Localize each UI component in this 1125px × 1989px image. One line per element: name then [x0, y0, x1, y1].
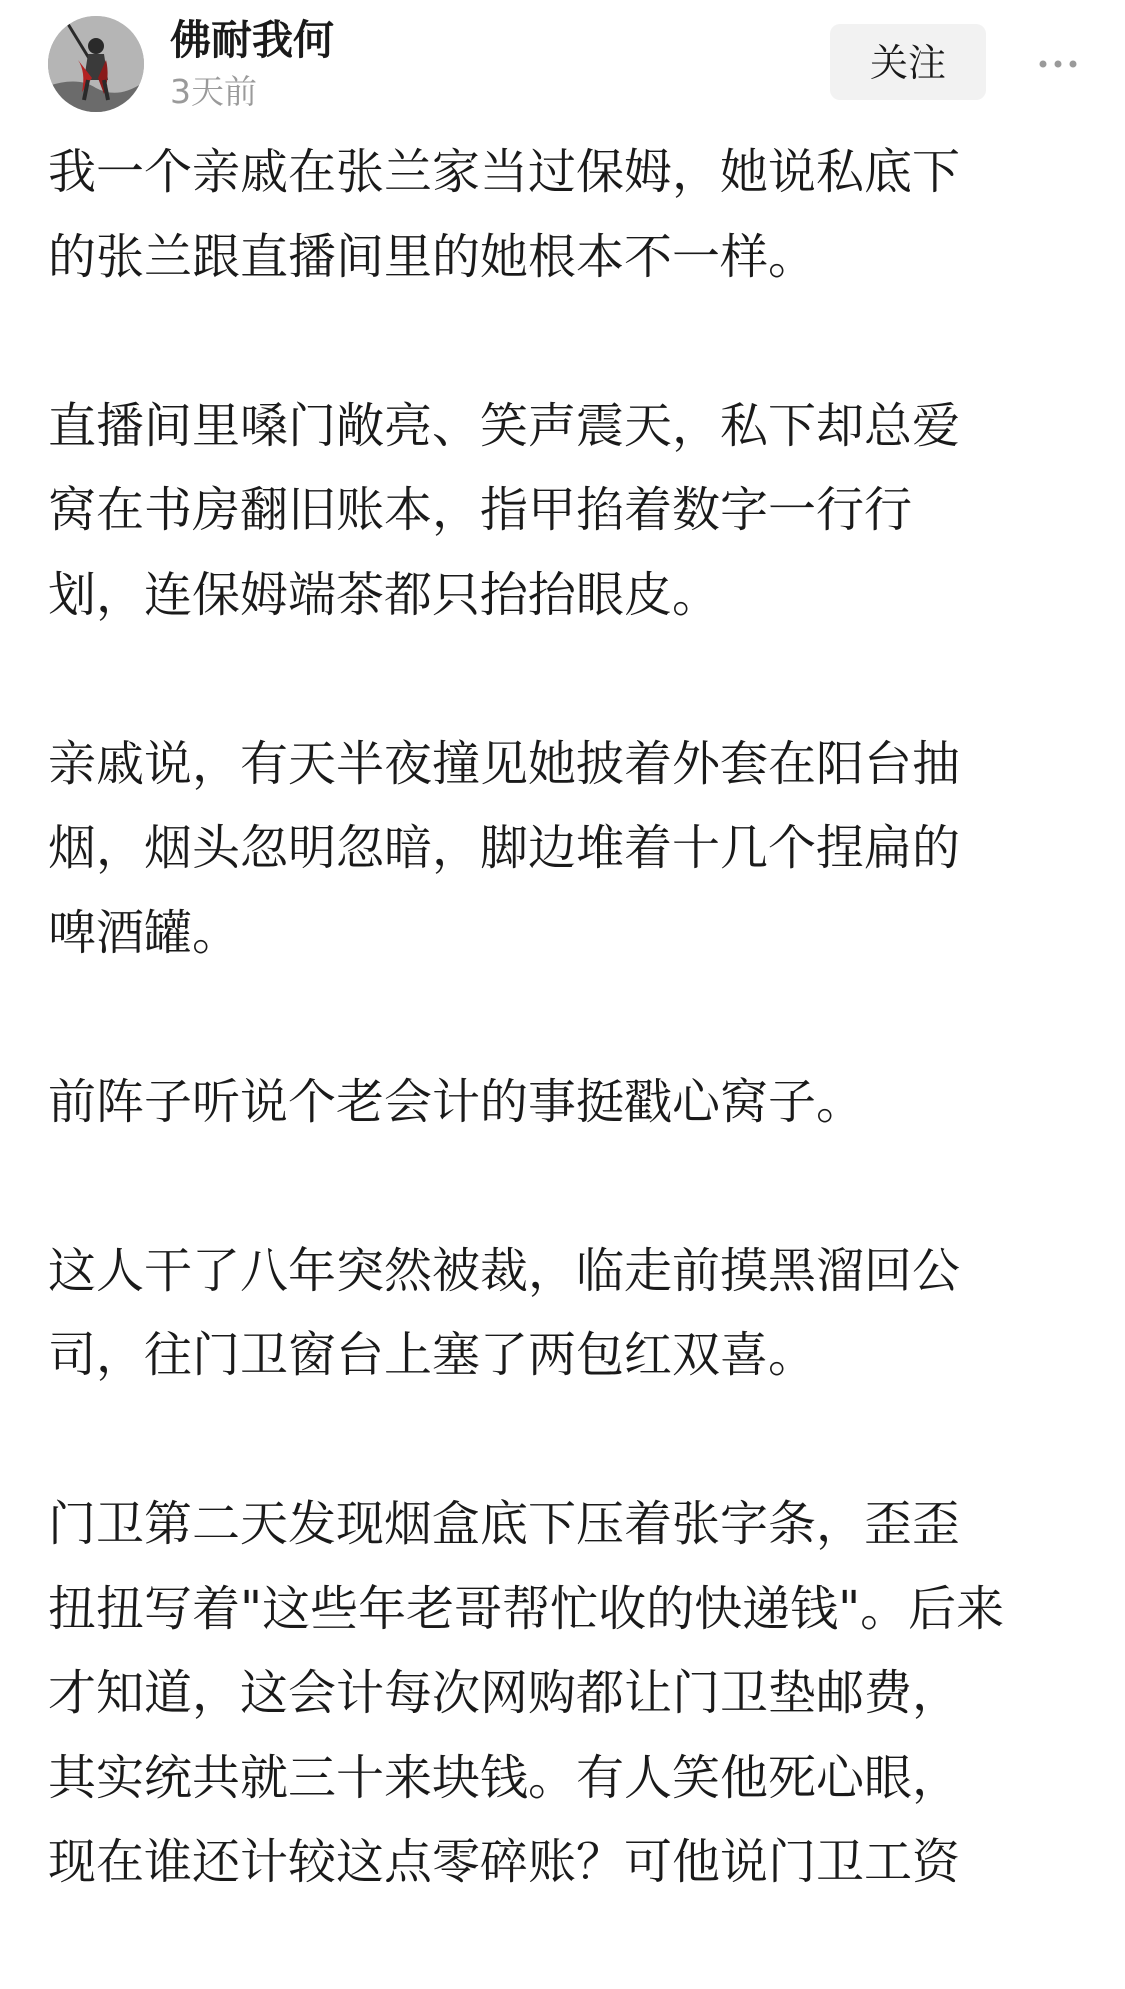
follow-button[interactable]: 关注	[830, 24, 986, 100]
more-dots-icon	[1036, 44, 1080, 84]
text-line: 划，连保姆端茶都只抬抬眼皮。	[48, 566, 721, 623]
post-paragraph	[48, 1229, 1098, 1398]
text-line: 我一个亲戚在张兰家当过保姆，她说私底下	[48, 144, 961, 200]
text-line: 亲戚说，有天半夜撞见她披着外套在阳台抽	[48, 735, 961, 792]
text-line: 的张兰跟直播间里的她根本不一样。	[48, 228, 817, 285]
author-avatar[interactable]	[48, 16, 144, 112]
ink-warrior-avatar-icon	[48, 16, 144, 112]
post-time: 3天前	[170, 72, 257, 111]
more-button[interactable]	[1036, 44, 1080, 84]
text-line: 这人干了八年突然被裁，临走前摸黑溜回公	[48, 1242, 961, 1299]
text-line: 司，往门卫窗台上塞了两包红双喜。	[48, 1327, 817, 1383]
post-paragraph	[48, 130, 1098, 299]
text-line: 啤酒罐。	[48, 904, 241, 961]
text-line: 前阵子听说个老会计的事挺戳心窝子。	[48, 1073, 865, 1130]
text-line: 窝在书房翻旧账本，指甲掐着数字一行行	[48, 482, 913, 538]
text-line: 烟，烟头忽明忽暗，脚边堆着十几个捏扁的	[48, 820, 961, 876]
text-line: 其实统共就三十来块钱。有人笑他死心眼，	[48, 1749, 961, 1806]
text-line: 现在谁还计较这点零碎账？可他说门卫工资	[48, 1834, 961, 1890]
author-name[interactable]: 佛耐我何	[170, 16, 334, 64]
post-paragraph	[48, 384, 1098, 638]
post-body	[48, 130, 1098, 1989]
post-paragraph	[48, 722, 1098, 976]
text-line: 才知道，这会计每次网购都让门卫垫邮费，	[48, 1665, 961, 1721]
post-header	[0, 0, 1125, 120]
text-line: 门卫第二天发现烟盒底下压着张字条，歪歪	[48, 1496, 961, 1552]
text-line: 扭扭写着"这些年老哥帮忙收的快递钱"。后来	[48, 1580, 1005, 1637]
text-line: 直播间里嗓门敞亮、笑声震天，私下却总爱	[48, 397, 961, 454]
post-paragraph	[48, 1482, 1098, 1905]
post-paragraph	[48, 1060, 1098, 1145]
